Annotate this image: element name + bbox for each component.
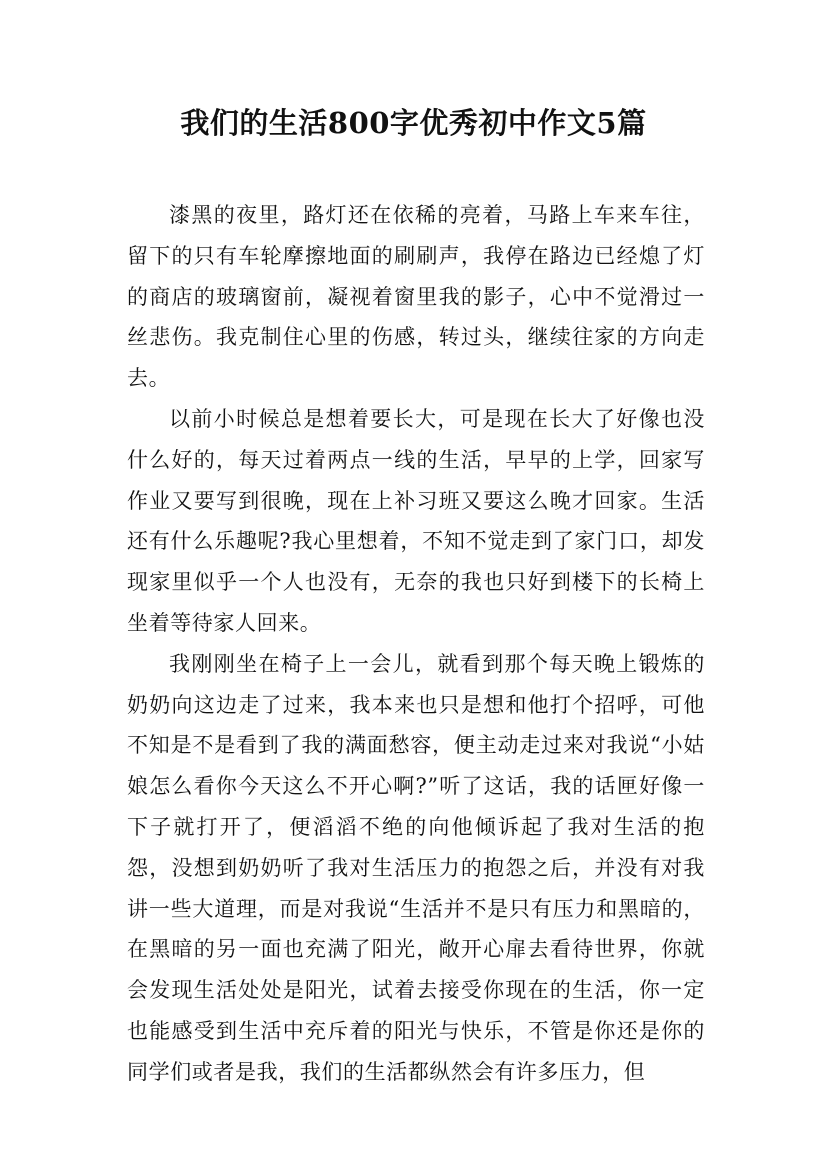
- paragraph-1: 漆黑的夜里，路灯还在依稀的亮着，马路上车来车往，留下的只有车轮摩擦地面的刷刷声，我停在路边已经熄了灯的商店的玻璃窗前，凝视着窗里我的影子，心中不觉滑过一丝悲伤。我克制住心里的伤感，转过头，继续往家的方向走去。: [127, 203, 705, 391]
- paragraph-2: 以前小时候总是想着要长大，可是现在长大了好像也没什么好的，每天过着两点一线的生活，早早的上学，回家写作业又要写到很晚，现在上补习班又要这么晚才回家。生活还有什么乐趣呢?我心里想着，不知不觉走到了家门口，却发现家里似乎一个人也没有，无奈的我也只好到楼下的长椅上坐着等待家人回来。: [127, 406, 705, 635]
- document-title: 我们的生活800字优秀初中作文5篇: [180, 106, 647, 140]
- paragraph-3: 我刚刚坐在椅子上一会儿，就看到那个每天晚上锻炼的奶奶向这边走了过来，我本来也只是想和他打个招呼，可他不知是不是看到了我的满面愁容，便主动走过来对我说“小姑娘怎么看你今天这么不开心啊?”听了这话，我的话匣好像一下子就打开了，便滔滔不绝的向他倾诉起了我对生活的抱怨，没想到奶奶听了我对生活压力的抱怨之后，并没有对我讲一些大道理，而是对我说“生活并不是只有压力和黑暗的，在黑暗的另一面也充满了阳光，敞开心扉去看待世界，你就会发现生活处处是阳光，试着去接受你现在的生活，你一定也能感受到生活中充斥着的阳光与快乐，不管是你还是你的同学们或者是我，我们的生活都纵然会有许多压力，但: [127, 651, 705, 1084]
- document-body: [127, 195, 705, 1093]
